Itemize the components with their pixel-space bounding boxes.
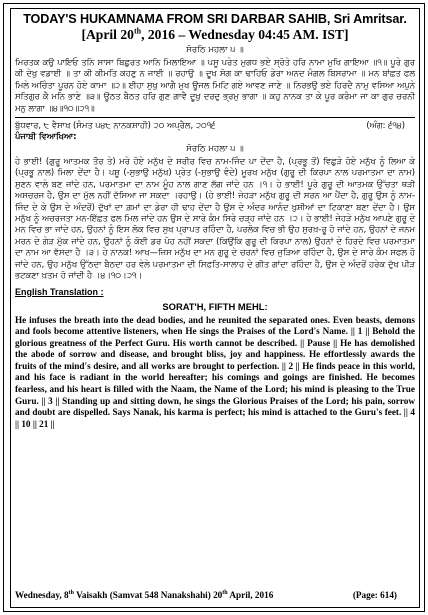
footer xyxy=(15,589,415,601)
punjabi-date: ਬੁੱਧਵਾਰ, ੮ ਵੈਸਾਖ (ਸੰਮਤ ੫੪੮ ਨਾਨਕਸ਼ਾਹੀ) ੨੦ ਅਪ੍ਰੈਲ, ੨੦੧੬ xyxy=(15,120,216,131)
punjabi-explanation: ਹੇ ਭਾਈ! (ਗੁਰੂ ਆਤਮਕ ਤੌਰ ਤੇ) ਮਰੇ ਹੋਏ ਮਨੁੱਖ ਦੇ ਸਰੀਰ ਵਿਚ ਨਾਮ-ਜਿੰਦ ਪਾ ਦੇਂਦਾ ਹੈ, (ਪ੍ਰਭੂ ਤੋਂ) ਵਿਛੁੜੇ ਹੋਏ ਮਨੁੱਖ ਨੂੰ ਲਿਆ ਕੇ (ਪ੍ਰਭੂ ਨਾਲ) ਮਿਲਾ ਦੇਂਦਾ ਹੈ। ਪਸ਼ੂ (-ਸੁਭਾਉ ਮਨੁੱਖ) ਪ੍ਰੇਤ (-ਸੁਭਾਉ ਵੰਦੇ) ਮੂਰਖ ਮਨੁੱਖ (ਗੁਰੂ ਦੀ ਕਿਰਪਾ ਨਾਲ ਪਰਮਾਤਮਾ ਦਾ ਨਾਮ) ਸੁਣਨ ਵਾਲੇ ਬਣ ਜਾਂਦੇ ਹਨ, ਪਰਮਾਤਮਾ ਦਾ ਨਾਮ ਮੂੰਹ ਨਾਲ ਗਾਣ ਲੱਗ ਜਾਂਦੇ ਹਨ ।੧। ਹੇ ਭਾਈ! ਪੂਰੇ ਗੁਰੂ ਦੀ ਆਤਮਕ ਉੱਚਤਾ ਥੜੀ ਅਸਚਰਜ ਹੈ, ਉਸ ਦਾ ਮੁੱਲ ਨਹੀਂ ਦੱਸਿਆ ਜਾ ਸਕਦਾ ।ਰਹਾਉ। (ਹੇ ਭਾਈ! ਜੇਹੜਾ ਮਨੁੱਖ ਗੁਰੂ ਦੀ ਸਰਨ ਆ ਪੈਂਦਾ ਹੈ, ਗੁਰੂ ਉਸ ਨੂੰ ਨਾਮ-ਜਿੰਦ ਦੇ ਕੇ ਉਸ ਦੇ ਅੰਦਰੋਂ) ਦੁੱਖਾਂ ਦਾ ਗ਼ਮਾਂ ਦਾ ਡੇਰਾ ਹੀ ਢਾਹ ਦੇਂਦਾ ਹੈ ਉਸ ਦੇ ਅੰਦਰ ਆਨੰਦ ਖ਼ੁਸ਼ੀਆਂ ਦਾ ਟਿਕਾਣਾ ਬਣਾ ਦੇਂਦਾ ਹੈ। ਉਸ ਮਨੁੱਖ ਨੂੰ ਅਚਰਜਤਾ ਮਨ-ਇੱਛਤ ਫਲ ਮਿਲ ਜਾਂਦੇ ਹਨ ਉਸ ਦੇ ਸਾਰੇ ਕੰਮ ਸਿਰੇ ਚੜ੍ਹ ਜਾਂਦੇ ਹਨ ।੨। ਹੇ ਭਾਈ! ਜੇਹੜੇ ਮਨੁੱਖ ਆਪਣੇ ਗੁਰੂ ਦੇ ਮਨ ਵਿਚ ਭਾ ਜਾਂਦੇ ਹਨ, ਉਹਨਾਂ ਨੂੰ ਇਸ ਲੋਕ ਵਿਚ ਸੁਖ ਪ੍ਰਾਪਤ ਰਹਿੰਦਾ ਹੈ, ਪਰਲੋਕ ਵਿਚ ਭੀ ਉਹ ਸੁਰਖ਼-ਰੂ ਹੋ ਜਾਂਦੇ ਹਨ, ਉਹਨਾਂ ਦੇ ਜਨਮ ਮਰਨ ਦੇ ਗੇੜ ਮੁੱਕ ਜਾਂਦੇ ਹਨ, ਉਹਨਾਂ ਨੂੰ ਕੋਈ ਡਰ ਪੋਹ ਨਹੀਂ ਸਕਦਾ (ਕਿਉਂਕਿ ਗੁਰੂ ਦੀ ਕਿਰਪਾ ਨਾਲ) ਉਹਨਾਂ ਦੇ ਹਿਰਦੇ ਵਿਚ ਪਰਮਾਤਮਾ ਦਾ ਨਾਮ ਆ ਵੱਸਦਾ ਹੈ ।੩। ਹੇ ਨਾਨਕ! ਆਖ—ਜਿਸ ਮਨੁੱਖ ਦਾ ਮਨ ਗੁਰੂ ਦੇ ਚਰਨਾਂ ਵਿਚ ਜੁੜਿਆ ਰਹਿੰਦਾ ਹੈ, ਉਸ ਦੇ ਸਾਰੇ ਕੰਮ ਸਫਲ ਹੋ ਜਾਂਦੇ ਹਨ, ਉਹ ਮਨੁੱਖ ਉੱਠਦਾ ਬੈਠਦਾ ਹਰ ਵੇਲੇ ਪਰਮਾਤਮਾ ਦੀ ਸਿਫ਼ਤਿ-ਸਾਲਾਹ ਦੇ ਗੀਤ ਗਾਂਦਾ ਰਹਿੰਦਾ ਹੈ, ਉਸ ਦੇ ਅੰਦਰੋਂ ਹਰੇਕ ਦੁੱਖ ਪੀੜ ਭਟਕਣਾ ਖ਼ਤਮ ਹੋ ਜਾਂਦੀ ਹੈ ।੪।੧੦।੨੧। xyxy=(15,156,415,281)
footer-date xyxy=(15,589,273,601)
punjabi-date-row xyxy=(15,120,415,131)
date-heading xyxy=(15,27,415,43)
divider xyxy=(15,117,415,118)
footer-date-middle: Vaisakh (Samvat 548 Nanakshahi) 20 xyxy=(73,590,223,600)
english-translation-label: English Translation : xyxy=(15,286,104,297)
english-heading: SORAT'H, FIFTH MEHL: xyxy=(162,300,268,312)
date-heading-ordinal: th xyxy=(133,26,142,36)
punjabi-heading: ਸੋਰਠਿ ਮਹਲਾ ੫ ॥ xyxy=(186,144,244,155)
footer-page-number: (Page: 614) xyxy=(352,590,397,600)
footer-date-ordinal-1: th xyxy=(68,589,74,596)
punjabi-explanation-label: ਪੰਜਾਬੀ ਵਿਆਖਿਆ: xyxy=(15,131,77,142)
footer-date-suffix: April, 2016 xyxy=(227,590,274,600)
page-title: TODAY'S HUKAMNAMA FROM SRI DARBAR SAHIB, Sri Amritsar. xyxy=(23,12,407,26)
footer-date-prefix: Wednesday, 8 xyxy=(15,590,69,600)
gurmukhi-shabad: ਮਿਰਤਕ ਕਉ ਪਾਇਓ ਤਨਿ ਸਾਸਾ ਬਿਛੁਰਤ ਆਨਿ ਮਿਲਾਇਆ ॥ ਪਸੂ ਪਰੇਤ ਮੁਗਧ ਭਏ ਸ੍ਰੋਤੇ ਹਰਿ ਨਾਮਾ ਮੁਖਿ ਗਾਇਆ ॥੧॥ ਪੂਰੇ ਗੁਰ ਕੀ ਦੇਖੁ ਵਡਾਈ ॥ ਤਾ ਕੀ ਕੀਮਤਿ ਕਹਣੁ ਨ ਜਾਈ ॥ ਰਹਾਉ ॥ ਦੂਖ ਸੋਗ ਕਾ ਢਾਹਿਓ ਡੇਰਾ ਅਨਦ ਮੰਗਲ ਬਿਸਰਾਮਾ ॥ ਮਨ ਬਾਂਛਤ ਫਲ ਮਿਲੇ ਅਚਿੰਤਾ ਪੂਰਨ ਹੋਏ ਕਾਮਾ ॥੨॥ ਈਹਾ ਸੁਖੁ ਆਗੈ ਮੁਖ ਊਜਲ ਮਿਟਿ ਗਏ ਆਵਣ ਜਾਣੇ ॥ ਨਿਰਭਉ ਭਏ ਹਿਰਦੈ ਨਾਮੁ ਵਸਿਆ ਅਪੁਨੇ ਸਤਿਗੁਰ ਕੈ ਮਨਿ ਭਾਣੇ ॥੩॥ ਊਠਤ ਬੈਠਤ ਹਰਿ ਗੁਣ ਗਾਵੈ ਦੂਖੁ ਦਰਦੁ ਭ੍ਰਮੁ ਭਾਗਾ ॥ ਕਹੁ ਨਾਨਕ ਤਾ ਕੇ ਪੂਰ ਕਰੰਮਾ ਜਾ ਕਾ ਗੁਰ ਚਰਨੀ ਮਨੁ ਲਾਗਾ ॥੪॥੧੦॥੨੧॥ xyxy=(15,57,415,113)
gurmukhi-heading: ਸੋਰਠਿ ਮਹਲਾ ੫ ॥ xyxy=(186,45,244,55)
english-translation: He infuses the breath into the dead bodies, and he reunited the separated ones. Even beasts, demons and fools become attentive listeners, when He sings the Praises of the Lord's Name. || 1 || Behold the glorious greatness of the Perfect Guru. His worth cannot be described. || Pause || He has demolished the abode of sorrow and disease, and brought bliss, joy and happiness. He effortlessly awards the fruits of the mind's desire, and all works are brought to perfection. || 2 || He finds peace in this world, and his face is radiant in the world hereafter; his comings and goings are finished. He becomes fearless, and his heart is filled with the Naam, the Name of the Lord; his mind is pleasing to the True Guru. || 3 || Standing up and sitting down, he sings the Glorious Praises of the Lord; his pain, sorrow and doubt are dispelled. Says Nanak, his karma is perfect; his mind is attached to the Guru's feet. || 4 || 10 || 21 || xyxy=(15,314,415,429)
hukamnama-document xyxy=(10,8,420,608)
punjabi-page-number: (ਅੰਗ: ੬੧੪) xyxy=(366,120,405,131)
date-heading-prefix: [April 20 xyxy=(81,27,134,42)
footer-date-ordinal-2: th xyxy=(222,589,228,596)
outer-border xyxy=(3,3,425,612)
date-heading-suffix: , 2016 – Wednesday 04:45 AM. IST] xyxy=(141,27,349,42)
